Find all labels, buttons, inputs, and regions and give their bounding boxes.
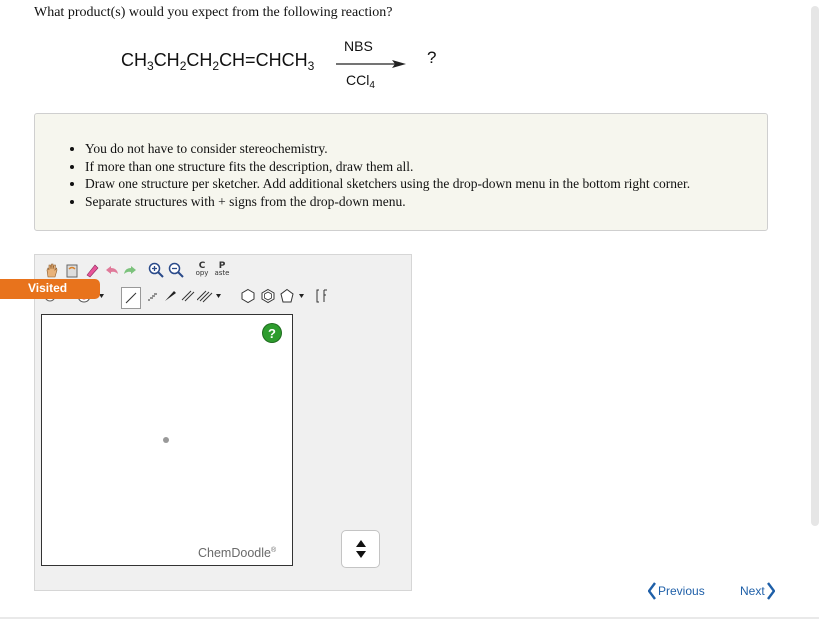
hashed-bond-tool[interactable]	[143, 287, 161, 305]
visited-badge: Visited	[0, 279, 100, 299]
instruction-item: • If more than one structure fits the description, draw them all.	[85, 158, 767, 176]
instruction-item: • You do not have to consider stereochemistry.	[85, 140, 767, 158]
drawing-canvas[interactable]	[41, 314, 293, 566]
zoom-in-icon[interactable]	[147, 261, 165, 279]
reaction-arrow	[336, 59, 408, 69]
single-bond-tool[interactable]	[121, 287, 141, 309]
reagent-nbs: NBS	[344, 38, 373, 54]
hand-icon[interactable]	[43, 261, 61, 279]
product-placeholder: ?	[427, 48, 437, 67]
lasso-icon[interactable]	[63, 261, 81, 279]
vertical-scrollbar[interactable]	[811, 6, 819, 526]
help-icon[interactable]: ?	[263, 324, 281, 342]
sketcher-stepper-dropdown[interactable]	[341, 530, 380, 568]
triple-bond-dropdown[interactable]	[197, 287, 223, 305]
reactant-formula: $CH_3CH_2CH_2CH=CHCH_3$	[121, 50, 315, 73]
chemdoodle-sketcher	[34, 254, 412, 591]
reagent-solvent: CCl$_4$	[346, 72, 375, 91]
wedge-bond-tool[interactable]	[161, 287, 179, 305]
cyclopentane-dropdown[interactable]	[279, 287, 307, 305]
redo-icon[interactable]	[121, 261, 139, 279]
canvas-cursor-dot	[163, 437, 169, 443]
instruction-item: • Separate structures with + signs from the drop-down menu.	[85, 193, 767, 211]
chevron-right-icon	[767, 582, 775, 600]
zoom-out-icon[interactable]	[167, 261, 185, 279]
benzene-icon[interactable]	[259, 287, 277, 305]
undo-icon[interactable]	[103, 261, 121, 279]
instructions-box	[34, 113, 768, 231]
next-button[interactable]: Next	[740, 582, 775, 600]
chevron-left-icon	[648, 582, 656, 600]
chemdoodle-brand: ChemDoodle®	[198, 546, 277, 560]
eraser-icon[interactable]	[83, 261, 101, 279]
instruction-item: • Draw one structure per sketcher. Add additional sketchers using the drop-down menu in the bottom right corner.	[85, 175, 767, 193]
paste-button[interactable]: P aste	[214, 261, 230, 277]
copy-button[interactable]: C opy	[195, 261, 209, 277]
previous-button[interactable]: Previous	[648, 582, 705, 600]
question-text: What product(s) would you expect from the following reaction?	[34, 5, 393, 20]
reaction-scheme	[0, 0, 819, 120]
up-down-arrows-icon	[354, 538, 368, 560]
double-bond-tool[interactable]	[179, 287, 197, 305]
bracket-charge-icon[interactable]	[313, 287, 331, 305]
instructions-list	[35, 140, 767, 210]
cyclohexane-icon[interactable]	[239, 287, 257, 305]
